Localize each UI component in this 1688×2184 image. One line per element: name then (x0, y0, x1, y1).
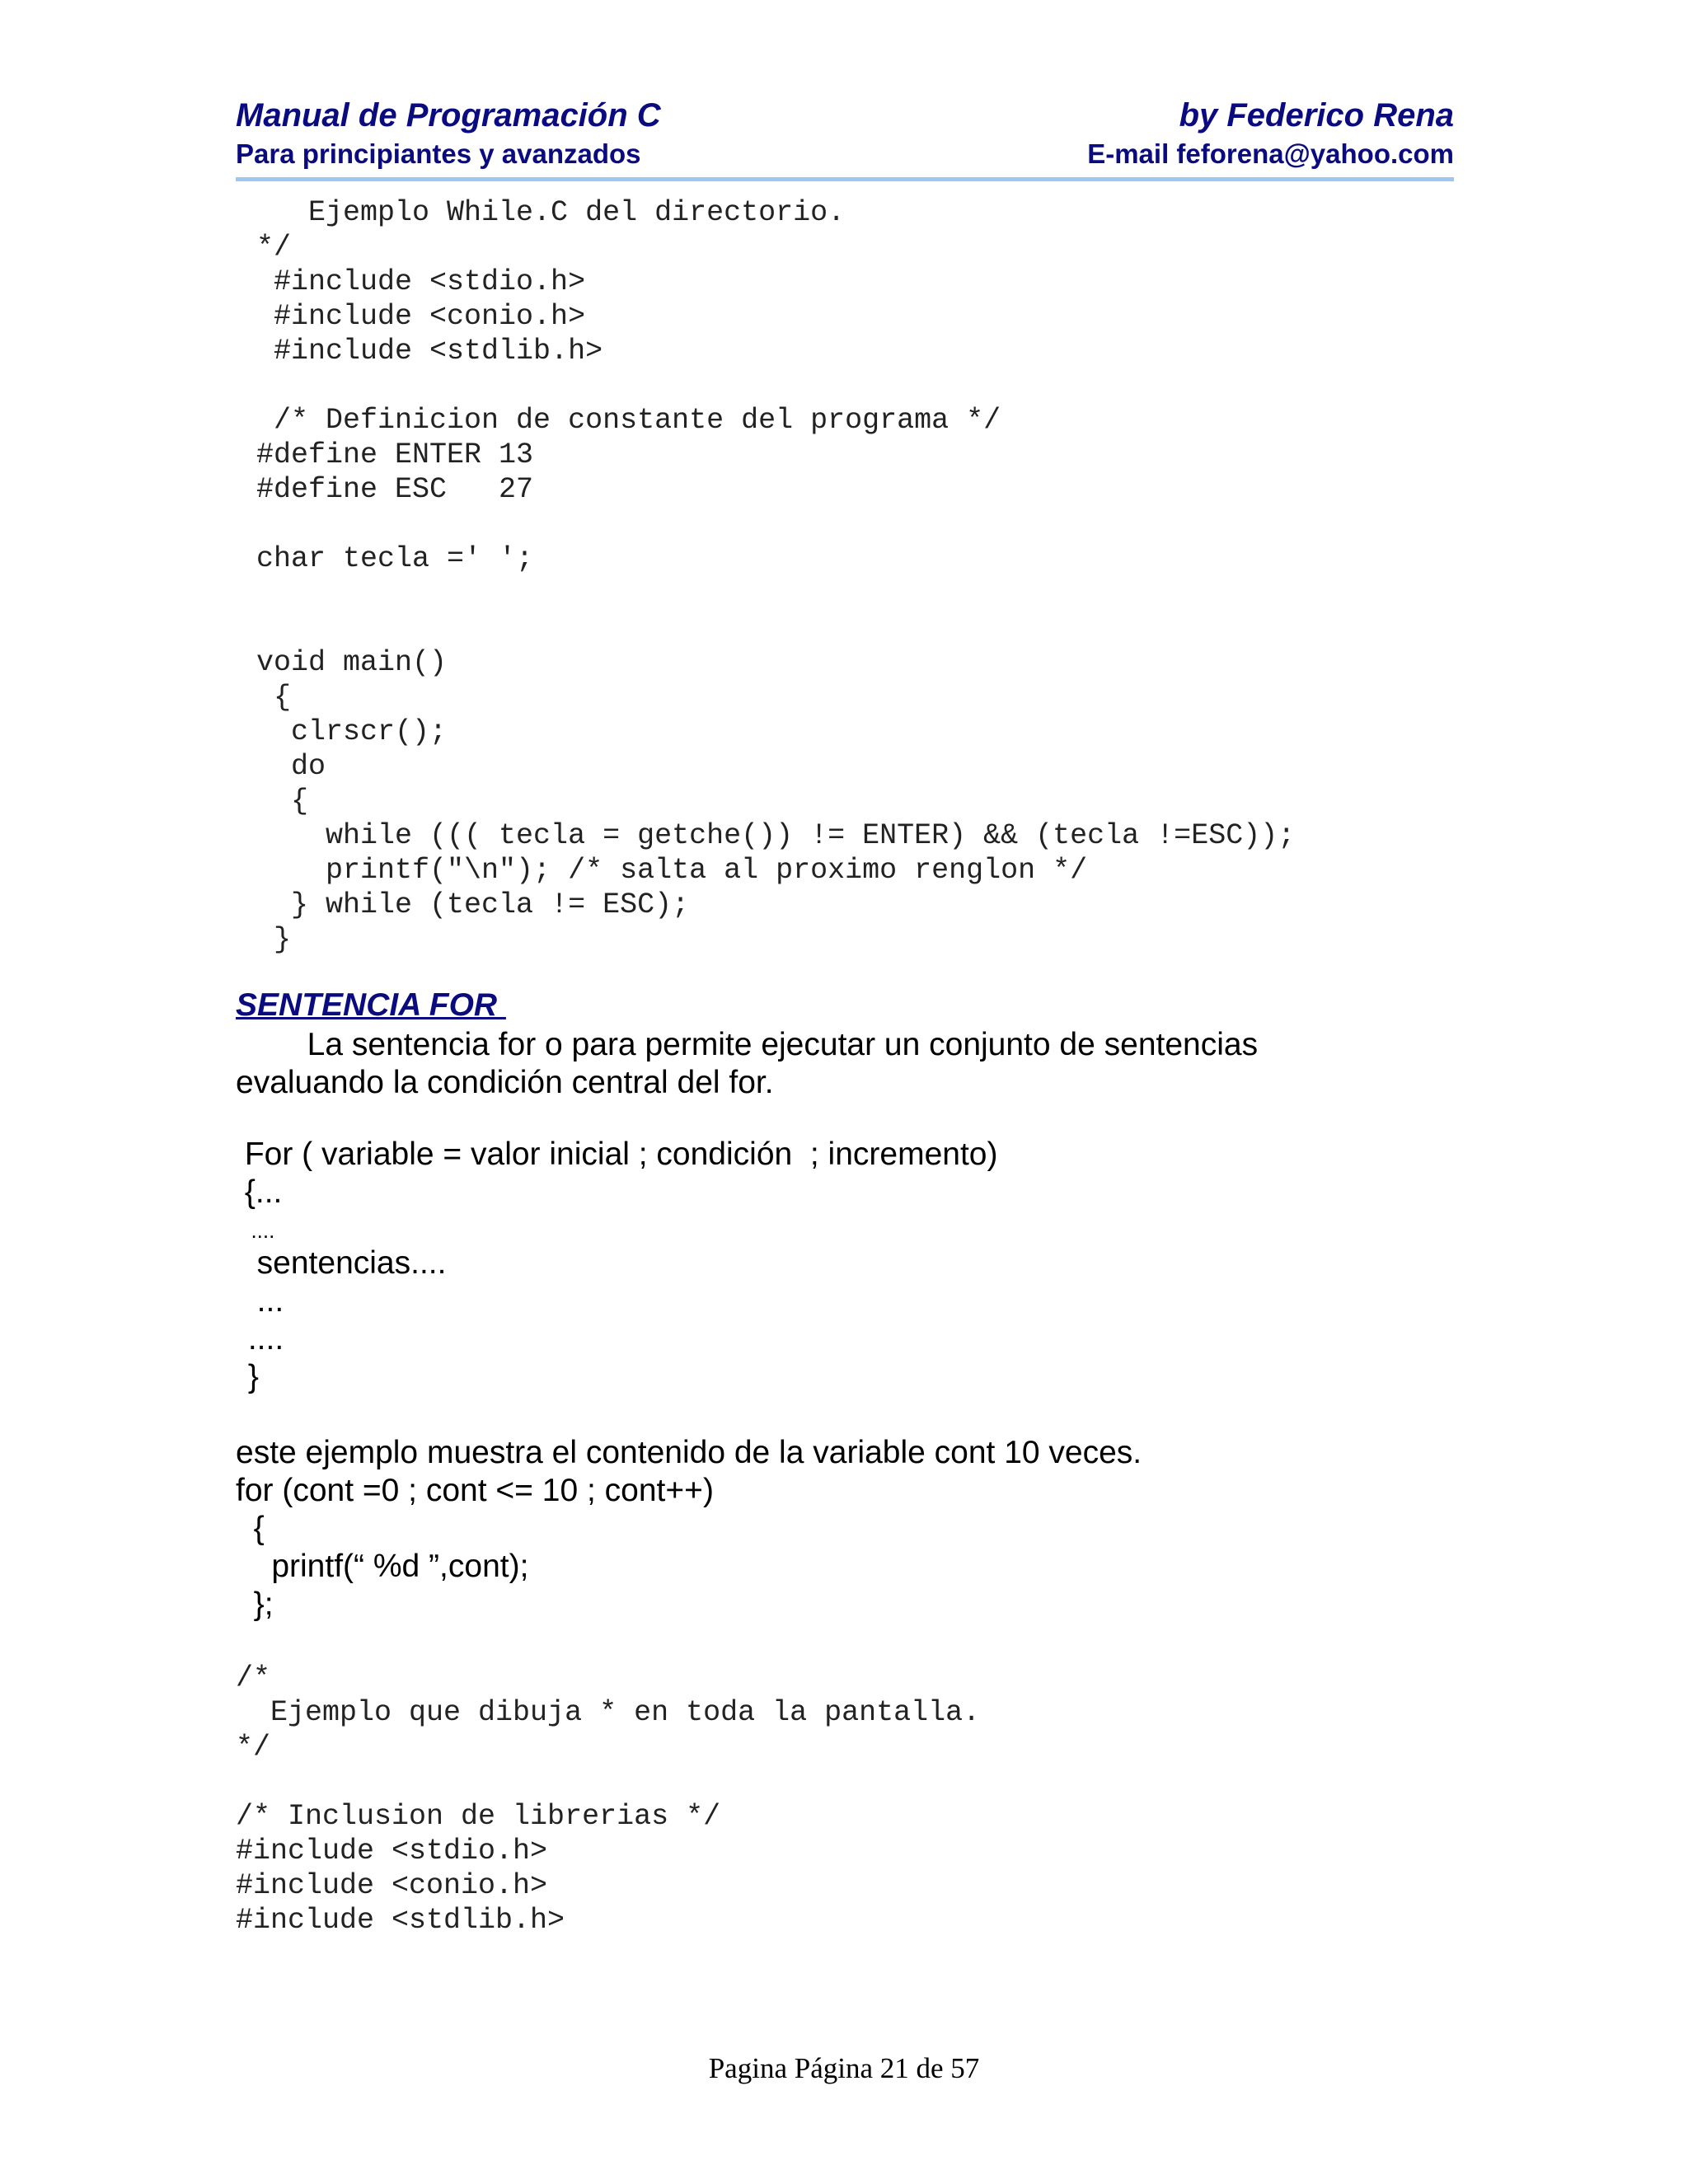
for-syntax-dots: .... (239, 1218, 275, 1243)
for-syntax-body: sentencias.... ... .... } (247, 1245, 447, 1394)
code-block-draw-example: /* Ejemplo que dibuja * en toda la pantalla. */ /* Inclusion de librerias */ #include <stdio.h> #include <conio.h> #include <stdlib.h> (236, 1661, 981, 1937)
section-intro-paragraph: La sentencia for o para permite ejecutar un conjunto de sentencias evaluando la condición central del for. (236, 1027, 1259, 1100)
for-syntax-line: For ( variable = valor inicial ; condición ; incremento) (236, 1137, 998, 1172)
author-name: by Federico Rena (1179, 97, 1454, 134)
manual-title: Manual de Programación C (236, 97, 661, 134)
author-email: E-mail feforena@yahoo.com (1087, 138, 1454, 169)
section-heading-sentencia-for: SENTENCIA FOR (236, 987, 506, 1023)
page-number: Pagina Página 21 de 57 (708, 2052, 980, 2084)
for-example-text: este ejemplo muestra el contenido de la variable cont 10 veces. for (cont =0 ; cont <= 10 ; cont++) { printf(“ %d ”,cont); }; (236, 1435, 1142, 1622)
header-divider (236, 177, 1454, 181)
manual-subtitle: Para principiantes y avanzados (236, 138, 641, 169)
code-block-while-example: Ejemplo While.C del directorio. */ #include <stdio.h> #include <conio.h> #include <stdlib.h> /* Definicion de constante del programa */ #define ENTER 13 #define ESC 27 char tecla =' '; void main() { clrscr(); do { while ((( tecla = getche()) != ENTER) && (tecla !=ESC)); printf("\n"); /* salta al proximo renglon */ } while (tecla != ESC); } (256, 196, 1296, 956)
for-syntax-open-brace: {... (236, 1174, 283, 1210)
